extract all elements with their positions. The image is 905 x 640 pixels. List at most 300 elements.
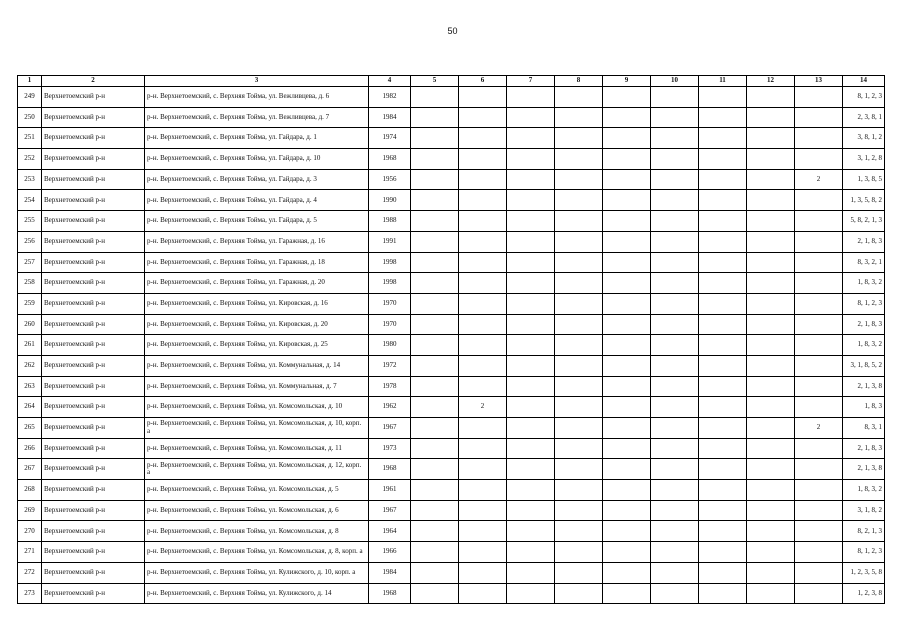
col9-cell: [603, 273, 651, 294]
col7-cell: [507, 149, 555, 170]
col5-cell: [411, 149, 459, 170]
col7-cell: [507, 211, 555, 232]
col5-cell: [411, 562, 459, 583]
col5-cell: [411, 500, 459, 521]
year-cell: 1966: [369, 542, 411, 563]
col13-cell: [795, 231, 843, 252]
row-number: 267: [18, 459, 42, 480]
table-row: [18, 459, 885, 480]
col5-cell: [411, 169, 459, 190]
col12-cell: [747, 418, 795, 439]
col6-cell: [459, 500, 507, 521]
col8-cell: [555, 438, 603, 459]
col12-cell: [747, 438, 795, 459]
column-header-6: 6: [459, 76, 507, 87]
col5-cell: [411, 335, 459, 356]
address-cell: р-н. Верхнетоемский, с. Верхняя Тойма, ул. Комсомольская, д. 6: [145, 500, 369, 521]
col6-cell: [459, 542, 507, 563]
col11-cell: [699, 211, 747, 232]
row-number: 255: [18, 211, 42, 232]
col8-cell: [555, 273, 603, 294]
year-cell: 1984: [369, 107, 411, 128]
table-row: [18, 500, 885, 521]
col11-cell: [699, 87, 747, 108]
col8-cell: [555, 376, 603, 397]
row-number: 257: [18, 252, 42, 273]
row-number: 263: [18, 376, 42, 397]
col14-cell: 2, 1, 8, 3: [843, 438, 885, 459]
col14-cell: 3, 1, 8, 2: [843, 500, 885, 521]
col10-cell: [651, 583, 699, 604]
address-cell: р-н. Верхнетоемский, с. Верхняя Тойма, ул. Комсомольская, д. 10, корп. а: [145, 418, 369, 439]
col6-cell: [459, 211, 507, 232]
col8-cell: [555, 87, 603, 108]
address-cell: р-н. Верхнетоемский, с. Верхняя Тойма, ул. Коммунальная, д. 7: [145, 376, 369, 397]
year-cell: 1968: [369, 459, 411, 480]
col11-cell: [699, 542, 747, 563]
col5-cell: [411, 438, 459, 459]
address-cell: р-н. Верхнетоемский, с. Верхняя Тойма, ул. Комсомольская, д. 10: [145, 397, 369, 418]
column-header-12: 12: [747, 76, 795, 87]
col10-cell: [651, 87, 699, 108]
region-cell: Верхнетоемский р-н: [42, 521, 145, 542]
col10-cell: [651, 480, 699, 501]
col10-cell: [651, 190, 699, 211]
col7-cell: [507, 231, 555, 252]
col13-cell: [795, 500, 843, 521]
col11-cell: [699, 480, 747, 501]
col5-cell: [411, 583, 459, 604]
address-cell: р-н. Верхнетоемский, с. Верхняя Тойма, ул. Гаражная, д. 20: [145, 273, 369, 294]
column-header-4: 4: [369, 76, 411, 87]
row-number: 264: [18, 397, 42, 418]
year-cell: 1984: [369, 562, 411, 583]
col9-cell: [603, 376, 651, 397]
col8-cell: [555, 128, 603, 149]
col12-cell: [747, 190, 795, 211]
year-cell: 1982: [369, 87, 411, 108]
col10-cell: [651, 231, 699, 252]
col5-cell: [411, 107, 459, 128]
table-row: [18, 418, 885, 439]
table-row: [18, 273, 885, 294]
col12-cell: [747, 480, 795, 501]
col11-cell: [699, 231, 747, 252]
col6-cell: [459, 583, 507, 604]
col13-cell: 2: [795, 169, 843, 190]
col5-cell: [411, 87, 459, 108]
col9-cell: [603, 521, 651, 542]
col14-cell: 1, 8, 3, 2: [843, 273, 885, 294]
table-row: [18, 87, 885, 108]
col14-cell: 2, 1, 8, 3: [843, 314, 885, 335]
col12-cell: [747, 521, 795, 542]
col13-cell: [795, 128, 843, 149]
col13-cell: [795, 273, 843, 294]
col6-cell: [459, 190, 507, 211]
col11-cell: [699, 562, 747, 583]
col10-cell: [651, 211, 699, 232]
col6-cell: [459, 521, 507, 542]
col5-cell: [411, 397, 459, 418]
col10-cell: [651, 273, 699, 294]
col10-cell: [651, 438, 699, 459]
table-row: [18, 583, 885, 604]
col5-cell: [411, 231, 459, 252]
col9-cell: [603, 211, 651, 232]
col6-cell: [459, 231, 507, 252]
col6-cell: [459, 252, 507, 273]
col12-cell: [747, 252, 795, 273]
col11-cell: [699, 273, 747, 294]
col5-cell: [411, 459, 459, 480]
col5-cell: [411, 376, 459, 397]
col10-cell: [651, 459, 699, 480]
row-number: 271: [18, 542, 42, 563]
col13-cell: [795, 480, 843, 501]
col14-cell: 1, 2, 3, 5, 8: [843, 562, 885, 583]
col6-cell: [459, 128, 507, 149]
col5-cell: [411, 128, 459, 149]
col10-cell: [651, 149, 699, 170]
table-row: [18, 128, 885, 149]
year-cell: 1991: [369, 231, 411, 252]
region-cell: Верхнетоемский р-н: [42, 480, 145, 501]
col11-cell: [699, 521, 747, 542]
col7-cell: [507, 190, 555, 211]
col14-cell: 8, 3, 2, 1: [843, 252, 885, 273]
col13-cell: [795, 87, 843, 108]
region-cell: Верхнетоемский р-н: [42, 397, 145, 418]
column-header-7: 7: [507, 76, 555, 87]
year-cell: 1964: [369, 521, 411, 542]
col8-cell: [555, 459, 603, 480]
region-cell: Верхнетоемский р-н: [42, 355, 145, 376]
col12-cell: [747, 376, 795, 397]
col7-cell: [507, 376, 555, 397]
col13-cell: [795, 190, 843, 211]
year-cell: 1962: [369, 397, 411, 418]
region-cell: Верхнетоемский р-н: [42, 169, 145, 190]
col10-cell: [651, 521, 699, 542]
col12-cell: [747, 355, 795, 376]
column-header-13: 13: [795, 76, 843, 87]
row-number: 266: [18, 438, 42, 459]
table-row: [18, 397, 885, 418]
year-cell: 1968: [369, 583, 411, 604]
col9-cell: [603, 231, 651, 252]
col14-cell: 3, 1, 8, 5, 2: [843, 355, 885, 376]
col6-cell: [459, 480, 507, 501]
year-cell: 1973: [369, 438, 411, 459]
col9-cell: [603, 87, 651, 108]
row-number: 261: [18, 335, 42, 356]
col10-cell: [651, 335, 699, 356]
col12-cell: [747, 397, 795, 418]
region-cell: Верхнетоемский р-н: [42, 335, 145, 356]
year-cell: 1980: [369, 335, 411, 356]
col8-cell: [555, 107, 603, 128]
col9-cell: [603, 480, 651, 501]
row-number: 252: [18, 149, 42, 170]
col11-cell: [699, 128, 747, 149]
table-row: [18, 190, 885, 211]
col14-cell: 8, 3, 1: [843, 418, 885, 439]
col13-cell: [795, 583, 843, 604]
row-number: 256: [18, 231, 42, 252]
address-cell: р-н. Верхнетоемский, с. Верхняя Тойма, ул. Кулижского, д. 14: [145, 583, 369, 604]
year-cell: 1998: [369, 273, 411, 294]
region-cell: Верхнетоемский р-н: [42, 459, 145, 480]
year-cell: 1970: [369, 293, 411, 314]
col7-cell: [507, 500, 555, 521]
col7-cell: [507, 459, 555, 480]
region-cell: Верхнетоемский р-н: [42, 562, 145, 583]
col7-cell: [507, 273, 555, 294]
table-row: [18, 480, 885, 501]
col5-cell: [411, 480, 459, 501]
col9-cell: [603, 418, 651, 439]
year-cell: 1988: [369, 211, 411, 232]
address-cell: р-н. Верхнетоемский, с. Верхняя Тойма, ул. Кировская, д. 20: [145, 314, 369, 335]
col9-cell: [603, 149, 651, 170]
col8-cell: [555, 480, 603, 501]
col7-cell: [507, 355, 555, 376]
col9-cell: [603, 190, 651, 211]
region-cell: Верхнетоемский р-н: [42, 376, 145, 397]
col9-cell: [603, 355, 651, 376]
col13-cell: [795, 149, 843, 170]
col7-cell: [507, 562, 555, 583]
table-row: [18, 335, 885, 356]
col5-cell: [411, 273, 459, 294]
col6-cell: [459, 459, 507, 480]
col14-cell: 2, 3, 8, 1: [843, 107, 885, 128]
col7-cell: [507, 418, 555, 439]
address-cell: р-н. Верхнетоемский, с. Верхняя Тойма, ул. Гайдара, д. 3: [145, 169, 369, 190]
col6-cell: [459, 355, 507, 376]
col11-cell: [699, 459, 747, 480]
col10-cell: [651, 128, 699, 149]
housing-registry-table: [17, 75, 885, 604]
row-number: 269: [18, 500, 42, 521]
col7-cell: [507, 438, 555, 459]
col11-cell: [699, 293, 747, 314]
col11-cell: [699, 190, 747, 211]
col12-cell: [747, 107, 795, 128]
col10-cell: [651, 418, 699, 439]
col5-cell: [411, 252, 459, 273]
region-cell: Верхнетоемский р-н: [42, 149, 145, 170]
col12-cell: [747, 149, 795, 170]
row-number: 273: [18, 583, 42, 604]
table-row: [18, 355, 885, 376]
table-row: [18, 169, 885, 190]
table-header-row: [18, 76, 885, 87]
col10-cell: [651, 542, 699, 563]
row-number: 260: [18, 314, 42, 335]
col8-cell: [555, 397, 603, 418]
col9-cell: [603, 562, 651, 583]
col14-cell: 5, 8, 2, 1, 3: [843, 211, 885, 232]
col5-cell: [411, 314, 459, 335]
region-cell: Верхнетоемский р-н: [42, 418, 145, 439]
address-cell: р-н. Верхнетоемский, с. Верхняя Тойма, ул. Комсомольская, д. 12, корп. а: [145, 459, 369, 480]
address-cell: р-н. Верхнетоемский, с. Верхняя Тойма, ул. Кировская, д. 16: [145, 293, 369, 314]
col6-cell: [459, 293, 507, 314]
col13-cell: [795, 459, 843, 480]
col8-cell: [555, 562, 603, 583]
col9-cell: [603, 252, 651, 273]
col6-cell: [459, 107, 507, 128]
region-cell: Верхнетоемский р-н: [42, 438, 145, 459]
col6-cell: [459, 87, 507, 108]
col14-cell: 1, 8, 3, 2: [843, 335, 885, 356]
col7-cell: [507, 107, 555, 128]
col13-cell: [795, 314, 843, 335]
col5-cell: [411, 190, 459, 211]
year-cell: 1970: [369, 314, 411, 335]
col11-cell: [699, 149, 747, 170]
region-cell: Верхнетоемский р-н: [42, 128, 145, 149]
region-cell: Верхнетоемский р-н: [42, 273, 145, 294]
col6-cell: 2: [459, 397, 507, 418]
row-number: 249: [18, 87, 42, 108]
col6-cell: [459, 438, 507, 459]
col13-cell: 2: [795, 418, 843, 439]
col9-cell: [603, 542, 651, 563]
col8-cell: [555, 335, 603, 356]
column-header-8: 8: [555, 76, 603, 87]
row-number: 258: [18, 273, 42, 294]
col11-cell: [699, 314, 747, 335]
table-row: [18, 438, 885, 459]
table-row: [18, 107, 885, 128]
address-cell: р-н. Верхнетоемский, с. Верхняя Тойма, ул. Вежливцева, д. 6: [145, 87, 369, 108]
col7-cell: [507, 87, 555, 108]
address-cell: р-н. Верхнетоемский, с. Верхняя Тойма, ул. Комсомольская, д. 5: [145, 480, 369, 501]
col8-cell: [555, 252, 603, 273]
col14-cell: 8, 1, 2, 3: [843, 87, 885, 108]
col13-cell: [795, 335, 843, 356]
col8-cell: [555, 211, 603, 232]
row-number: 251: [18, 128, 42, 149]
address-cell: р-н. Верхнетоемский, с. Верхняя Тойма, ул. Комсомольская, д. 8, корп. а: [145, 542, 369, 563]
col9-cell: [603, 335, 651, 356]
col13-cell: [795, 521, 843, 542]
col10-cell: [651, 562, 699, 583]
table-row: [18, 542, 885, 563]
address-cell: р-н. Верхнетоемский, с. Верхняя Тойма, ул. Коммунальная, д. 14: [145, 355, 369, 376]
col9-cell: [603, 128, 651, 149]
year-cell: 1961: [369, 480, 411, 501]
year-cell: 1968: [369, 149, 411, 170]
col9-cell: [603, 107, 651, 128]
col7-cell: [507, 335, 555, 356]
col8-cell: [555, 583, 603, 604]
col11-cell: [699, 583, 747, 604]
col11-cell: [699, 252, 747, 273]
col9-cell: [603, 500, 651, 521]
year-cell: 1956: [369, 169, 411, 190]
col13-cell: [795, 252, 843, 273]
col12-cell: [747, 542, 795, 563]
region-cell: Верхнетоемский р-н: [42, 293, 145, 314]
col8-cell: [555, 149, 603, 170]
region-cell: Верхнетоемский р-н: [42, 87, 145, 108]
column-header-3: 3: [145, 76, 369, 87]
col12-cell: [747, 459, 795, 480]
address-cell: р-н. Верхнетоемский, с. Верхняя Тойма, ул. Кулижского, д. 10, корп. а: [145, 562, 369, 583]
region-cell: Верхнетоемский р-н: [42, 542, 145, 563]
column-header-2: 2: [42, 76, 145, 87]
col8-cell: [555, 169, 603, 190]
col8-cell: [555, 231, 603, 252]
col12-cell: [747, 314, 795, 335]
col14-cell: 8, 1, 2, 3: [843, 542, 885, 563]
col14-cell: 3, 8, 1, 2: [843, 128, 885, 149]
col10-cell: [651, 397, 699, 418]
col9-cell: [603, 293, 651, 314]
col10-cell: [651, 500, 699, 521]
table-row: [18, 211, 885, 232]
address-cell: р-н. Верхнетоемский, с. Верхняя Тойма, ул. Гайдара, д. 1: [145, 128, 369, 149]
col8-cell: [555, 542, 603, 563]
column-header-5: 5: [411, 76, 459, 87]
table-row: [18, 293, 885, 314]
table-row: [18, 149, 885, 170]
address-cell: р-н. Верхнетоемский, с. Верхняя Тойма, ул. Гайдара, д. 10: [145, 149, 369, 170]
region-cell: Верхнетоемский р-н: [42, 314, 145, 335]
region-cell: Верхнетоемский р-н: [42, 500, 145, 521]
address-cell: р-н. Верхнетоемский, с. Верхняя Тойма, ул. Кировская, д. 25: [145, 335, 369, 356]
col6-cell: [459, 335, 507, 356]
col7-cell: [507, 521, 555, 542]
col5-cell: [411, 211, 459, 232]
col8-cell: [555, 190, 603, 211]
col8-cell: [555, 314, 603, 335]
row-number: 272: [18, 562, 42, 583]
col10-cell: [651, 376, 699, 397]
col10-cell: [651, 169, 699, 190]
col12-cell: [747, 293, 795, 314]
table-row: [18, 252, 885, 273]
col5-cell: [411, 542, 459, 563]
region-cell: Верхнетоемский р-н: [42, 211, 145, 232]
col6-cell: [459, 169, 507, 190]
table-row: [18, 231, 885, 252]
year-cell: 1974: [369, 128, 411, 149]
year-cell: 1978: [369, 376, 411, 397]
col7-cell: [507, 252, 555, 273]
col9-cell: [603, 169, 651, 190]
col9-cell: [603, 459, 651, 480]
col14-cell: 1, 2, 3, 8: [843, 583, 885, 604]
col11-cell: [699, 355, 747, 376]
col9-cell: [603, 438, 651, 459]
address-cell: р-н. Верхнетоемский, с. Верхняя Тойма, ул. Гайдара, д. 4: [145, 190, 369, 211]
col14-cell: 1, 8, 3, 2: [843, 480, 885, 501]
row-number: 259: [18, 293, 42, 314]
col13-cell: [795, 438, 843, 459]
table-row: [18, 314, 885, 335]
col10-cell: [651, 355, 699, 376]
column-header-1: 1: [18, 76, 42, 87]
region-cell: Верхнетоемский р-н: [42, 231, 145, 252]
address-cell: р-н. Верхнетоемский, с. Верхняя Тойма, ул. Гаражная, д. 16: [145, 231, 369, 252]
col13-cell: [795, 542, 843, 563]
table-row: [18, 521, 885, 542]
